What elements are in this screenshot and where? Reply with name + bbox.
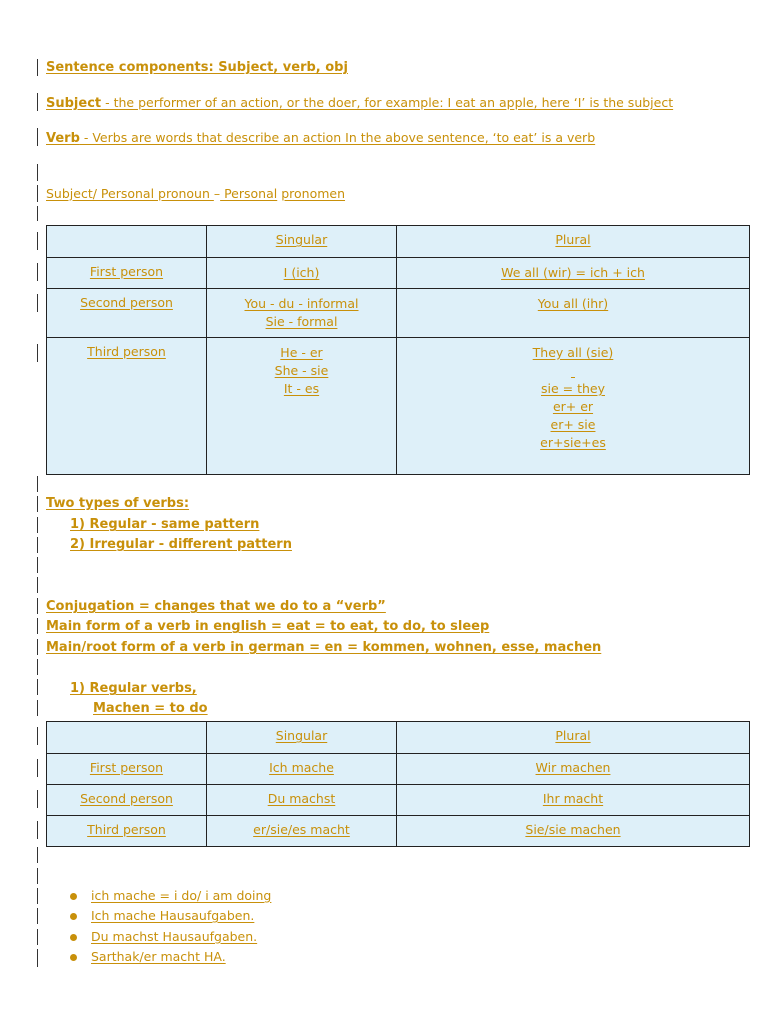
page-heading: Sentence components: Subject, verb, obj	[46, 60, 348, 75]
pronoun-heading	[46, 186, 345, 201]
table-row	[47, 785, 750, 816]
table-row	[47, 289, 750, 338]
plural-cell	[397, 258, 750, 289]
example-text: Ich mache Hausaufgaben.	[91, 908, 255, 923]
regular-verbs-title: 1) Regular verbs,	[70, 681, 197, 696]
plural-cell: Sie/sie machen	[397, 816, 750, 847]
pronoun-line: er+ sie	[550, 417, 596, 432]
singular-cell	[207, 289, 397, 338]
bullet-icon	[70, 893, 77, 900]
person-cell: Second person	[47, 785, 207, 816]
subject-text: - the performer of an action, or the doer, for example: I eat an apple, here ‘I’ is the subject	[101, 95, 674, 110]
pronoun-line: They all (sie)	[532, 345, 614, 360]
verb-definition	[46, 130, 595, 146]
list-item	[70, 929, 257, 944]
example-text: Du machst Hausaufgaben.	[91, 929, 258, 944]
table-row	[47, 258, 750, 289]
conjugation-line: Conjugation = changes that we do to a “verb”	[46, 599, 386, 614]
pronoun-heading-part2: Personal	[220, 186, 278, 201]
person-cell: Second person	[47, 289, 207, 338]
pronoun-line	[397, 362, 749, 380]
conjugation-line: Main/root form of a verb in german = en = kommen, wohnen, esse, machen	[46, 640, 602, 655]
singular-cell: er/sie/es macht	[207, 816, 397, 847]
list-item	[70, 888, 271, 903]
pronoun-table	[46, 225, 750, 475]
table-row	[47, 338, 750, 475]
bullet-icon	[70, 934, 77, 941]
singular-cell	[207, 258, 397, 289]
conjugation-line: Main form of a verb in english = eat = to eat, to do, to sleep	[46, 619, 490, 634]
example-text: Sarthak/er macht HA.	[91, 949, 226, 964]
pronoun-heading-dash: –	[213, 186, 221, 201]
header-cell-empty	[47, 226, 207, 258]
pronoun-line: He - er	[280, 345, 323, 360]
singular-cell: Du machst	[207, 785, 397, 816]
pronoun-line: I (ich)	[283, 265, 320, 280]
list-item	[70, 949, 226, 964]
table-row	[47, 816, 750, 847]
table-row	[47, 754, 750, 785]
pronoun-line: You all (ihr)	[537, 296, 609, 311]
example-text: ich mache = i do/ i am doing	[91, 888, 272, 903]
singular-cell	[207, 338, 397, 475]
singular-cell: Ich mache	[207, 754, 397, 785]
verb-type-item: 1) Regular - same pattern	[70, 517, 260, 532]
verb-term: Verb	[46, 131, 80, 146]
subject-term: Subject	[46, 96, 102, 111]
person-cell: First person	[47, 258, 207, 289]
plural-cell: Wir machen	[397, 754, 750, 785]
plural-cell	[397, 289, 750, 338]
machen-table	[46, 721, 750, 847]
header-singular: Singular	[207, 226, 397, 258]
list-item	[70, 908, 254, 923]
header-plural: Plural	[397, 226, 750, 258]
header-cell-empty	[47, 722, 207, 754]
pronoun-line: Sie - formal	[265, 314, 338, 329]
pronoun-line: You - du - informal	[244, 296, 359, 311]
verb-text: - Verbs are words that describe an action In the above sentence, ‘to eat’ is a verb	[79, 130, 596, 145]
plural-cell	[397, 338, 750, 475]
pronoun-line: We all (wir) = ich + ich	[501, 265, 645, 280]
verb-type-item: 2) Irregular - different pattern	[70, 537, 292, 552]
pronoun-heading-part1: Subject/ Personal pronoun	[46, 186, 214, 201]
subject-definition	[46, 95, 673, 111]
plural-cell: Ihr macht	[397, 785, 750, 816]
pronoun-heading-part3: pronomen	[281, 186, 346, 201]
regular-verbs-subtitle: Machen = to do	[93, 701, 208, 716]
person-cell: Third person	[47, 816, 207, 847]
bullet-icon	[70, 954, 77, 961]
header-plural: Plural	[397, 722, 750, 754]
pronoun-line: er+ er	[552, 399, 594, 414]
pronoun-line: er+sie+es	[540, 435, 606, 450]
header-singular: Singular	[207, 722, 397, 754]
person-cell: First person	[47, 754, 207, 785]
pronoun-line: It - es	[283, 381, 320, 396]
person-cell: Third person	[47, 338, 207, 475]
bullet-icon	[70, 913, 77, 920]
verb-types-title: Two types of verbs:	[46, 496, 190, 511]
pronoun-line: She - sie	[274, 363, 329, 378]
pronoun-line: sie = they	[540, 381, 605, 396]
